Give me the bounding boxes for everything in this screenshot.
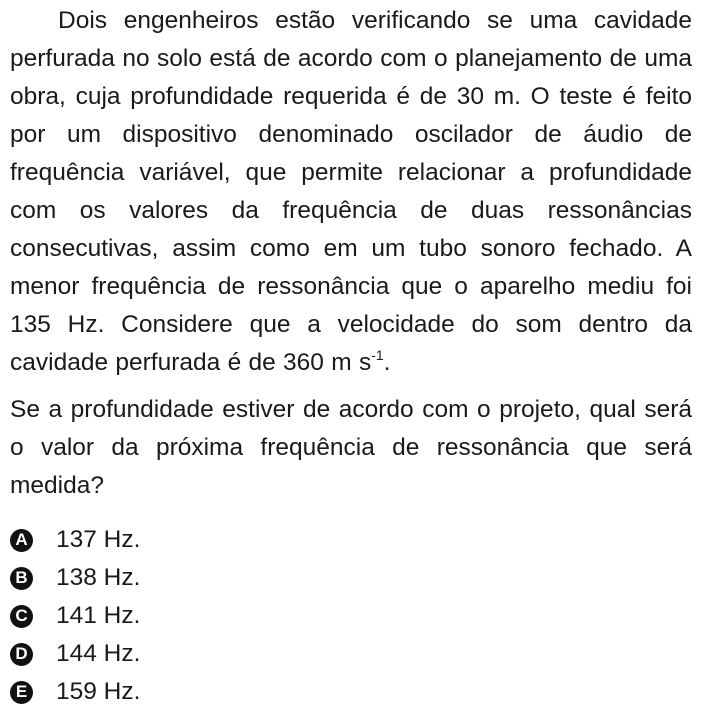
option-letter-badge: D: [10, 643, 33, 666]
option-letter-badge: E: [10, 681, 33, 704]
option-a[interactable]: [10, 521, 692, 559]
answer-options: [10, 521, 692, 711]
option-letter-badge: C: [10, 605, 33, 628]
option-d[interactable]: [10, 635, 692, 673]
paragraph-1-end: .: [383, 349, 391, 376]
question-paragraph-2: Se a profundidade estiver de acordo com o projeto, qual será o valor da próxima frequência de ressonância que será medida?: [10, 396, 692, 499]
paragraph-1-text: Dois engenheiros estão verificando se uma cavidade perfurada no solo está de acordo com o planejamento de uma obra, cuja profundidade requerida é de 30 m. O teste é feito por um dispositivo denominado oscilador de áudio de frequência variável, que permite relacionar a profundidade com os valores da frequência de duas ressonâncias consecutivas, assim como em um tubo sonoro fechado. A menor frequência de ressonância que o aparelho mediu foi 135 Hz. Considere que a velocidade do som dentro da cavidade perfurada é de 360 m s: [10, 7, 692, 376]
question-block: [10, 2, 692, 711]
option-letter-badge: A: [10, 529, 33, 552]
option-text: 138 Hz.: [56, 564, 141, 591]
option-text: 159 Hz.: [56, 678, 141, 705]
question-paragraph-1: [10, 2, 692, 382]
option-b[interactable]: [10, 559, 692, 597]
option-c[interactable]: [10, 597, 692, 635]
option-letter-badge: B: [10, 567, 33, 590]
option-text: 144 Hz.: [56, 640, 141, 667]
option-text: 137 Hz.: [56, 526, 141, 553]
option-text: 141 Hz.: [56, 602, 141, 629]
exponent: -1: [371, 347, 384, 363]
option-e[interactable]: [10, 673, 692, 711]
